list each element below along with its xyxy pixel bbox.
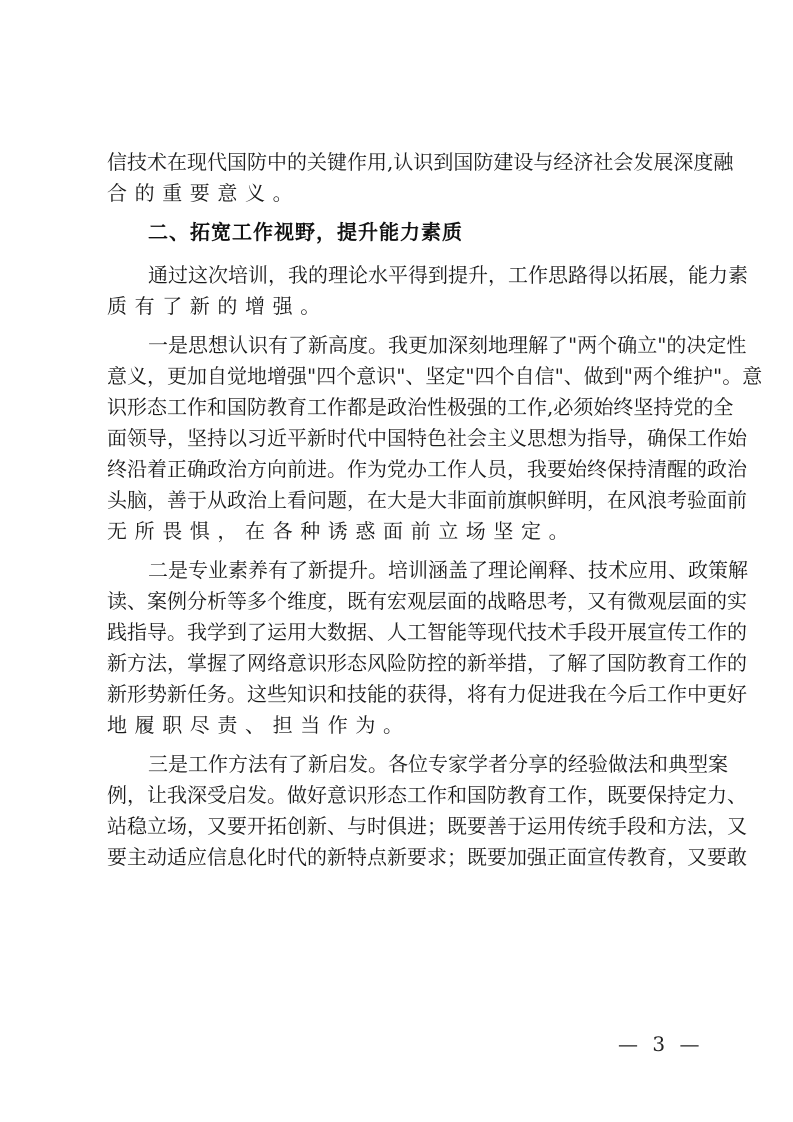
- text-line: 地履职尽责、担当作为。: [107, 713, 411, 737]
- text-line: 要主动适应信息化时代的新特点新要求；既要加强正面宣传教育，又要敢: [107, 845, 747, 869]
- text-line: 新形势新任务。这些知识和技能的获得，将有力促进我在今后工作中更好: [107, 682, 747, 706]
- paragraph-list: [107, 260, 763, 873]
- text-line: 合的重要意义。: [107, 181, 301, 205]
- page-number: — 3 —: [618, 1032, 704, 1056]
- text-line: 一是思想认识有了新高度。我更加深刻地理解了"两个确立"的决定性: [148, 333, 747, 357]
- text-line: 质有了新的增强。: [107, 294, 328, 318]
- text-line: 终沿着正确政治方向前进。作为党办工作人员，我要始终保持清醒的政治: [107, 457, 747, 481]
- text-line: 二是专业素养有了新提升。培训涵盖了理论阐释、技术应用、政策解: [148, 558, 748, 582]
- body-paragraph: [107, 749, 747, 873]
- text-line: 例，让我深受启发。做好意识形态工作和国防教育工作，既要保持定力、: [107, 783, 747, 807]
- text-line: 信技术在现代国防中的关键作用,认识到国防建设与经济社会发展深度融: [107, 150, 734, 174]
- text-line: 无所畏惧，在各种诱惑面前立场坚定。: [107, 519, 577, 543]
- text-line: 识形态工作和国防教育工作都是政治性极强的工作,必须始终坚持党的全: [107, 395, 734, 419]
- body-paragraph: [107, 260, 748, 322]
- text-line: 意义，更加自觉地增强"四个意识"、坚定"四个自信"、做到"两个维护"。意: [107, 364, 763, 388]
- section-heading: 二、拓宽工作视野，提升能力素质: [148, 220, 463, 244]
- text-line: 三是工作方法有了新启发。各位专家学者分享的经验做法和典型案: [148, 752, 728, 776]
- text-line: 新方法，掌握了网络意识形态风险防控的新举措，了解了国防教育工作的: [107, 651, 747, 675]
- text-line: 面领导，坚持以习近平新时代中国特色社会主义思想为指导，确保工作始: [107, 426, 747, 450]
- text-line: 践指导。我学到了运用大数据、人工智能等现代技术手段开展宣传工作的: [107, 620, 747, 644]
- text-line: 站稳立场，又要开拓创新、与时俱进；既要善于运用传统手段和方法，又: [107, 814, 747, 838]
- continuation-paragraph: [107, 147, 734, 209]
- document-body: [107, 147, 763, 881]
- body-paragraph: [107, 330, 763, 547]
- body-paragraph: [107, 555, 748, 741]
- text-line: 通过这次培训，我的理论水平得到提升，工作思路得以拓展，能力素: [148, 263, 748, 287]
- text-line: 读、案例分析等多个维度，既有宏观层面的战略思考，又有微观层面的实: [107, 589, 747, 613]
- text-line: 头脑，善于从政治上看问题，在大是大非面前旗帜鲜明，在风浪考验面前: [107, 488, 747, 512]
